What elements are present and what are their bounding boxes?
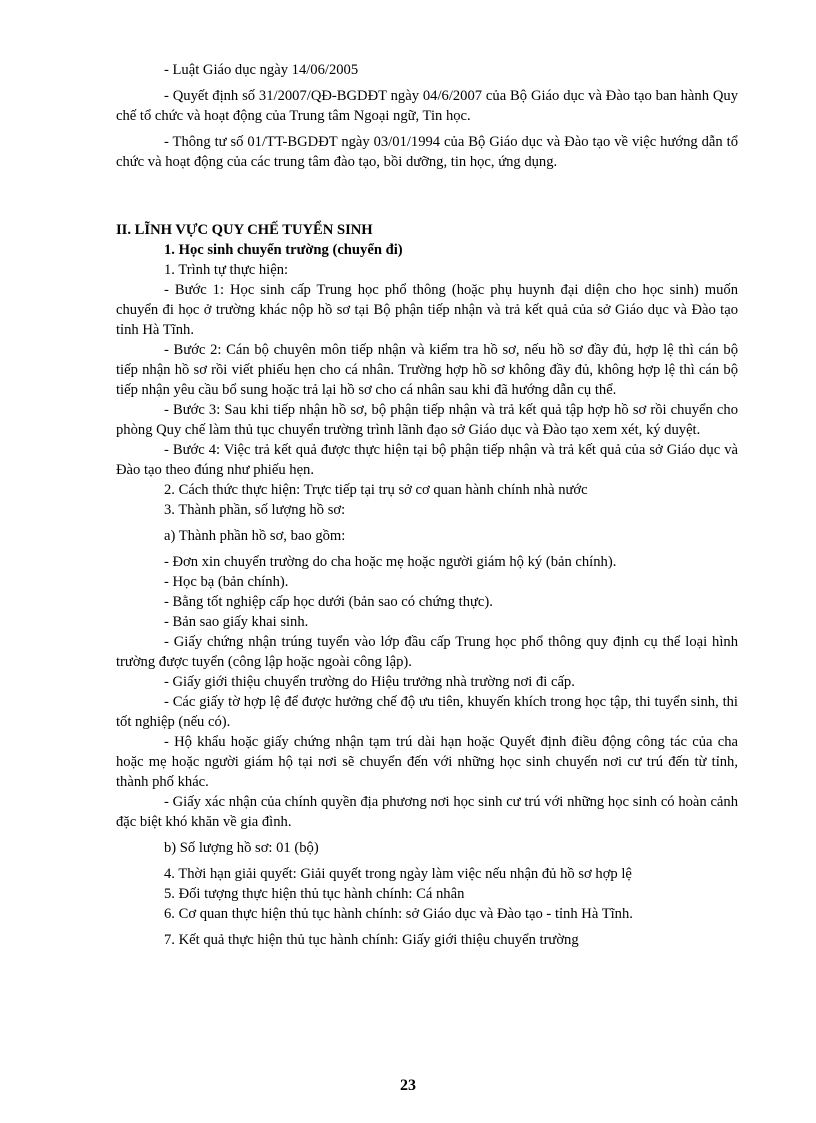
subject: 5. Đối tượng thực hiện thủ tục hành chính: Cá nhân	[164, 886, 465, 902]
procedure-step: - Bước 3: Sau khi tiếp nhận hồ sơ, bộ phận tiếp nhận và trả kết quả tập hợp hồ sơ rồi chuyển cho phòng Quy chế làm thủ tục chuyển trường trình lãnh đạo sở Giáo dục và Đào tạo xem xét, ký duyệt.	[116, 402, 738, 438]
components-b: b) Số lượng hồ sơ: 01 (bộ)	[164, 840, 319, 856]
agency: 6. Cơ quan thực hiện thủ tục hành chính: sở Giáo dục và Đào tạo - tỉnh Hà Tĩnh.	[164, 906, 633, 922]
procedure-heading: 1. Trình tự thực hiện:	[164, 262, 289, 278]
intro-law: - Luật Giáo dục ngày 14/06/2005	[164, 62, 359, 78]
document-page	[116, 60, 738, 950]
intro-decision: - Quyết định số 31/2007/QĐ-BGDĐT ngày 04/6/2007 của Bộ Giáo dục và Đào tạo ban hành Quy chế tổ chức và hoạt động của Trung tâm Ngoại ngữ, Tin học.	[116, 88, 738, 124]
page-number: 23	[400, 1077, 416, 1094]
result: 7. Kết quả thực hiện thủ tục hành chính: Giấy giới thiệu chuyển trường	[164, 932, 579, 948]
components-a: a) Thành phần hồ sơ, bao gồm:	[164, 528, 346, 544]
deadline: 4. Thời hạn giải quyết: Giải quyết trong ngày làm việc nếu nhận đủ hồ sơ hợp lệ	[164, 866, 632, 882]
document-item: - Các giấy tờ hợp lệ để được hưởng chế độ ưu tiên, khuyến khích trong học tập, thi tuyển sinh, thi tốt nghiệp (nếu có).	[116, 694, 738, 730]
procedure-step: - Bước 2: Cán bộ chuyên môn tiếp nhận và kiểm tra hồ sơ, nếu hồ sơ đầy đủ, hợp lệ thì cán bộ tiếp nhận hồ sơ rồi viết phiếu hẹn cho cá nhân. Trường hợp hồ sơ không đầy đủ, không hợp lệ thì cán bộ tiếp nhận yêu cầu bổ sung hoặc trả lại hồ sơ cho cá nhân sau khi đã hướng dẫn cụ thể.	[116, 342, 738, 398]
procedure-step: - Bước 4: Việc trả kết quả được thực hiện tại bộ phận tiếp nhận và trả kết quả của sở Giáo dục và Đào tạo theo đúng như phiếu hẹn.	[116, 442, 738, 478]
document-item: - Giấy giới thiệu chuyển trường do Hiệu trưởng nhà trường nơi đi cấp.	[164, 674, 575, 690]
intro-circular: - Thông tư số 01/TT-BGDĐT ngày 03/01/1994 của Bộ Giáo dục và Đào tạo về việc hướng dẫn tổ chức và hoạt động của các trung tâm đào tạo, bồi dưỡng, tin học, ứng dụng.	[116, 134, 738, 170]
subsection-title: 1. Học sinh chuyển trường (chuyển đi)	[164, 242, 403, 258]
procedure-step: - Bước 1: Học sinh cấp Trung học phổ thông (hoặc phụ huynh đại diện cho học sinh) muốn chuyển đi học ở trường khác nộp hồ sơ tại Bộ phận tiếp nhận và trả kết quả của sở Giáo dục và Đào tạo tỉnh Hà Tĩnh.	[116, 282, 738, 338]
document-item: - Giấy xác nhận của chính quyền địa phương nơi học sinh cư trú với những học sinh có hoàn cảnh đặc biệt khó khăn về gia đình.	[116, 794, 738, 830]
method: 2. Cách thức thực hiện: Trực tiếp tại trụ sở cơ quan hành chính nhà nước	[164, 482, 588, 498]
document-item: - Giấy chứng nhận trúng tuyển vào lớp đầu cấp Trung học phổ thông quy định cụ thể loại hình trường được tuyển (công lập hoặc ngoài công lập).	[116, 634, 738, 670]
document-item: - Học bạ (bản chính).	[164, 574, 289, 590]
document-item: - Bằng tốt nghiệp cấp học dưới (bản sao có chứng thực).	[164, 594, 493, 610]
components-heading: 3. Thành phần, số lượng hồ sơ:	[164, 502, 346, 518]
document-item: - Hộ khẩu hoặc giấy chứng nhận tạm trú dài hạn hoặc Quyết định điều động công tác của cha hoặc mẹ hoặc người giám hộ tại nơi sẽ chuyển đến với những học sinh chuyển nơi cư trú đến từ tỉnh, thành phố khác.	[116, 734, 738, 790]
document-item: - Bản sao giấy khai sinh.	[164, 614, 309, 630]
document-item: - Đơn xin chuyển trường do cha hoặc mẹ hoặc người giám hộ ký (bản chính).	[164, 554, 617, 570]
section-title: II. LĨNH VỰC QUY CHẾ TUYỂN SINH	[116, 222, 373, 238]
